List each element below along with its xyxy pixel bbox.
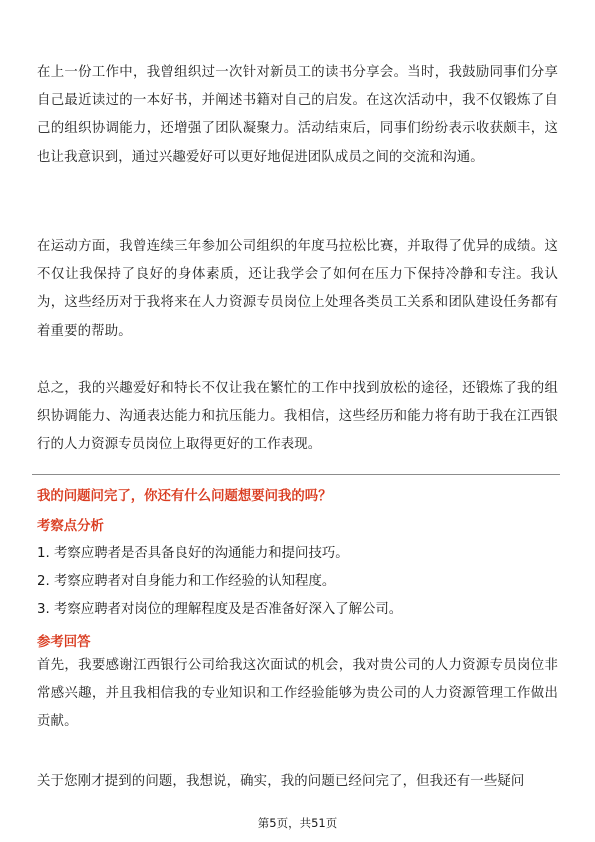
paragraph-summary: 总之，我的兴趣爱好和特长不仅让我在繁忙的工作中找到放松的途径，还锻炼了我的组织协调能力、沟通表达能力和抗压能力。我相信，这些经历和能力将有助于我在江西银行的人力资源专员岗位上取得更好的工作表现。	[37, 381, 558, 453]
paragraph-marathon: 在运动方面，我曾连续三年参加公司组织的年度马拉松比赛，并取得了优异的成绩。这不仅让我保持了良好的身体素质，还让我学会了如何在压力下保持冷静和专注。我认为，这些经历对于我将来在人力资源专员岗位上处理各类员工关系和团队建设任务都有着重要的帮助。	[37, 239, 558, 339]
answer-paragraph: 首先，我要感谢江西银行公司给我这次面试的机会，我对贵公司的人力资源专员岗位非常感兴趣，并且我相信我的专业知识和工作经验能够为贵公司的人力资源管理工作做出贡献。	[37, 658, 558, 730]
analysis-heading: 考察点分析	[37, 519, 104, 534]
analysis-item: 3. 考察应聘者对岗位的理解程度及是否准备好深入了解公司。	[37, 602, 403, 617]
page-footer: 第5页，共51页	[257, 816, 338, 830]
answer-heading: 参考回答	[37, 635, 91, 650]
analysis-item: 1. 考察应聘者是否具备良好的沟通能力和提问技巧。	[37, 546, 349, 561]
section-divider	[32, 474, 560, 475]
paragraph-book-sharing: 在上一份工作中，我曾组织过一次针对新员工的读书分享会。当时，我鼓励同事们分享自己最近读过的一本好书，并阐述书籍对自己的启发。在这次活动中，我不仅锻炼了自己的组织协调能力，还增强了团队凝聚力。活动结束后，同事们纷纷表示收获颇丰，这也让我意识到，通过兴趣爱好可以更好地促进团队成员之间的交流和沟通。	[37, 65, 558, 165]
analysis-item: 2. 考察应聘者对自身能力和工作经验的认知程度。	[37, 574, 336, 589]
interview-question: 我的问题问完了，你还有什么问题想要问我的吗？	[37, 489, 332, 504]
answer-paragraph: 关于您刚才提到的问题，我想说，确实，我的问题已经问完了，但我还有一些疑问	[37, 774, 525, 789]
